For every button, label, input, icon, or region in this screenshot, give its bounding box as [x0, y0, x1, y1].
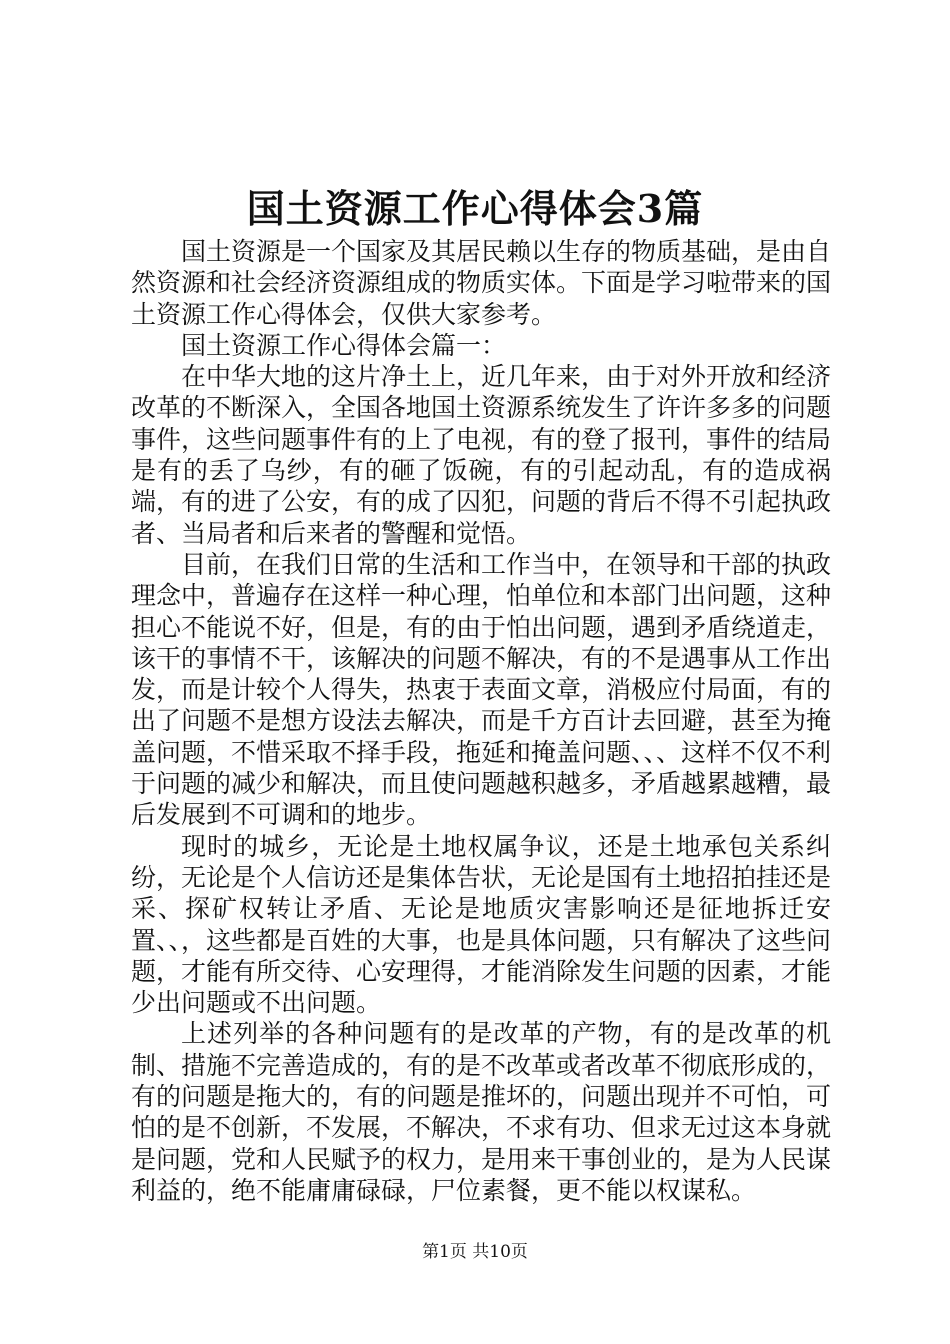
- paragraph-intro: 国土资源是一个国家及其居民赖以生存的物质基础，是由自然资源和社会经济资源组成的物质实体。下面是学习啦带来的国土资源工作心得体会，仅供大家参考。: [131, 237, 832, 329]
- page-number-footer: 第1页 共10页: [422, 1242, 528, 1262]
- document-body: [131, 236, 831, 1206]
- paragraph: 现时的城乡，无论是土地权属争议，还是土地承包关系纠纷，无论是个人信访还是集体告状，无论是国有土地招拍挂还是采、探矿权转让矛盾、无论是地质灾害影响还是征地拆迁安置、、，这些都是百姓的大事，也是具体问题，只有解决了这些问题，才能有所交待、心安理得，才能消除发生问题的因素，才能少出问题或不出问题。: [131, 831, 832, 1018]
- section-heading: 国土资源工作心得体会篇一：: [181, 330, 507, 360]
- paragraph: 在中华大地的这片净土上，近几年来，由于对外开放和经济改革的不断深入，全国各地国土资源系统发生了许许多多的问题事件，这些问题事件有的上了电视，有的登了报刊，事件的结局是有的丢了乌纱，有的砸了饭碗，有的引起动乱，有的造成祸端，有的进了公安，有的成了囚犯，问题的背后不得不引起执政者、当局者和后来者的警醒和觉悟。: [131, 362, 832, 548]
- document-title: 国土资源工作心得体会3篇: [246, 186, 704, 231]
- paragraph: 目前，在我们日常的生活和工作当中，在领导和干部的执政理念中，普遍存在这样一种心理，怕单位和本部门出问题，这种担心不能说不好，但是，有的由于怕出问题，遇到矛盾绕道走，该干的事情不干，该解决的问题不解决，有的不是遇事从工作出发，而是计较个人得失，热衷于表面文章，消极应付局面，有的出了问题不是想方设法去解决，而是千方百计去回避，甚至为掩盖问题，不惜采取不择手段，拖延和掩盖问题、、、这样不仅不利于问题的减少和解决，而且使问题越积越多，矛盾越累越糟，最后发展到不可调和的地步。: [131, 549, 832, 830]
- paragraph: 上述列举的各种问题有的是改革的产物，有的是改革的机制、措施不完善造成的，有的是不改革或者改革不彻底形成的，有的问题是拖大的，有的问题是推坏的，问题出现并不可怕，可怕的是不创新，不发展，不解决，不求有功、但求无过这本身就是问题，党和人民赋予的权力，是用来干事创业的，是为人民谋利益的，绝不能庸庸碌碌，尸位素餐，更不能以权谋私。: [131, 1019, 832, 1205]
